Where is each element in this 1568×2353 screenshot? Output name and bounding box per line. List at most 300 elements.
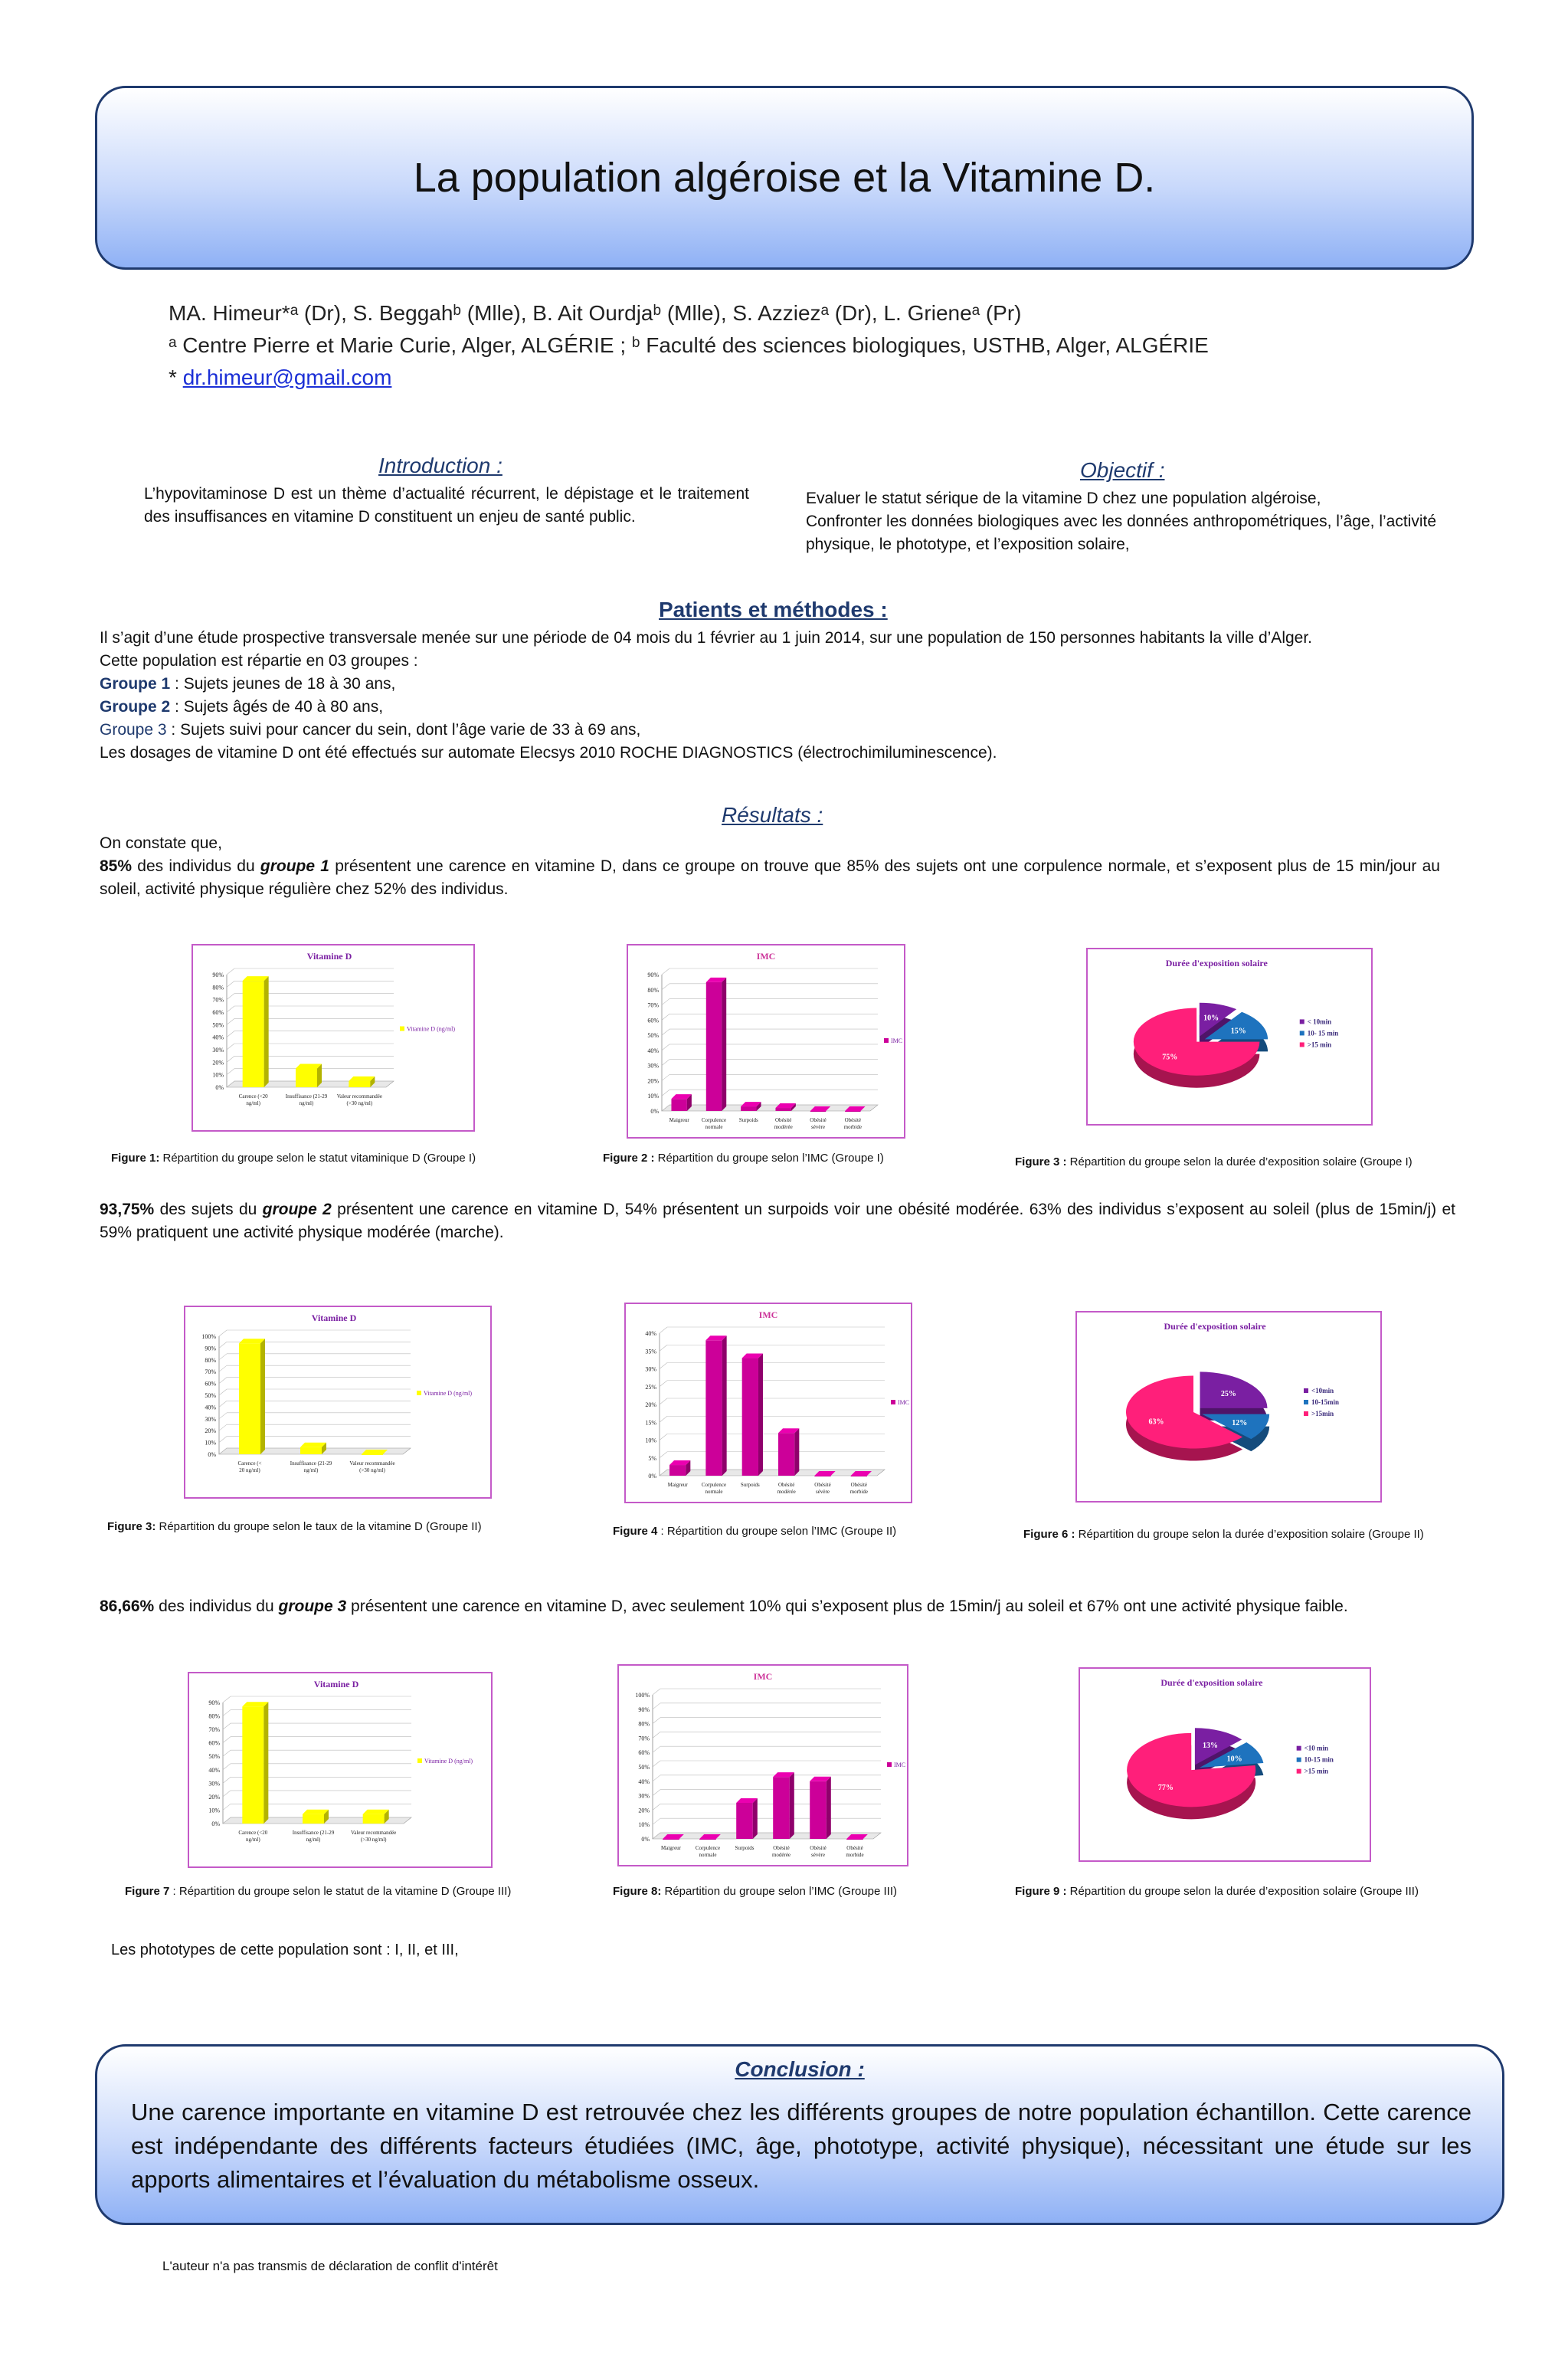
y-tick-label: 5%	[648, 1454, 656, 1462]
gridline-diag	[223, 1777, 231, 1783]
results-intro: On constate que,	[100, 834, 222, 852]
caption-figure-4	[107, 1520, 482, 1533]
gridline-diag	[227, 981, 234, 987]
results-g1-paragraph	[100, 855, 1440, 901]
y-tick-label: 80%	[212, 984, 224, 991]
y-tick-label: 50%	[205, 1392, 216, 1399]
pie-slice-label: 10%	[1203, 1014, 1219, 1023]
y-tick-label: 0%	[648, 1473, 656, 1480]
methods-heading: Patients et méthodes :	[659, 598, 888, 621]
gridline-diag	[227, 1006, 234, 1012]
legend-swatch	[417, 1391, 421, 1395]
objectif-text	[806, 487, 1457, 556]
y-tick-label: 30%	[205, 1415, 216, 1423]
y-tick-label: 60%	[638, 1749, 650, 1757]
legend-swatch	[884, 1038, 889, 1043]
y-tick-label: 90%	[638, 1706, 650, 1713]
y-tick-label: 20%	[645, 1401, 656, 1408]
caption-3-text: Répartition du groupe selon la durée d’exposition solaire (Groupe I)	[1066, 1155, 1413, 1168]
caption-figure-1	[111, 1152, 476, 1165]
gridline-diag	[223, 1696, 231, 1702]
bar	[300, 1447, 322, 1454]
bar	[775, 1108, 791, 1111]
gridline-diag	[662, 1060, 669, 1066]
y-tick-label: 40%	[638, 1778, 650, 1785]
caption-figure-9	[1015, 1885, 1419, 1898]
g3-percent: 86,66%	[100, 1598, 155, 1615]
legend-swatch	[1304, 1411, 1308, 1416]
chart-vitamin-d-group1	[191, 944, 475, 1132]
gridline-diag	[660, 1452, 667, 1458]
gridline-diag	[662, 1029, 669, 1035]
gridline-diag	[219, 1437, 227, 1443]
gridline-diag	[227, 1069, 234, 1075]
email-link[interactable]: dr.himeur@gmail.com	[182, 365, 392, 389]
bar	[363, 1814, 385, 1824]
x-tick-label: Obésité	[846, 1845, 863, 1851]
y-tick-label: 90%	[212, 972, 224, 978]
bar	[243, 981, 264, 1087]
group-2-text: : Sujets âgés de 40 à 80 ans,	[170, 698, 384, 716]
caption-7-label: Figure 7	[125, 1885, 170, 1898]
y-tick-label: 40%	[205, 1404, 216, 1411]
y-tick-label: 0%	[650, 1108, 659, 1115]
y-tick-label: 20%	[647, 1077, 659, 1085]
y-tick-label: 80%	[205, 1356, 216, 1364]
legend-swatch	[1304, 1400, 1308, 1404]
group-2-label: Groupe 2	[100, 698, 171, 716]
bar-top	[296, 1064, 322, 1069]
gridline-diag	[653, 1718, 660, 1724]
gridline-diag	[223, 1750, 231, 1756]
poster-title: La population algéroise et la Vitamine D.	[413, 155, 1156, 201]
x-tick-label: Obésité	[814, 1482, 831, 1488]
caption-figure-2	[603, 1152, 884, 1165]
y-tick-label: 35%	[645, 1348, 656, 1355]
x-tick-label: normale	[699, 1852, 717, 1858]
pie-slice-label: 12%	[1232, 1419, 1248, 1428]
title-box	[95, 86, 1474, 270]
y-tick-label: 10%	[645, 1437, 656, 1444]
chart-imc-group2	[624, 1303, 912, 1503]
caption-5-label: Figure 4	[613, 1525, 658, 1538]
y-tick-label: 70%	[647, 1001, 659, 1009]
pie-slice-label: 13%	[1202, 1741, 1218, 1750]
bar	[349, 1081, 370, 1087]
x-tick-label: 20 ng/ml)	[239, 1467, 260, 1473]
gridline-diag	[653, 1818, 660, 1824]
g2-mid: des sujets du	[154, 1201, 263, 1218]
legend-label: 10-15 min	[1304, 1755, 1334, 1764]
x-tick-label: Corpulence	[701, 1482, 727, 1488]
bar	[663, 1839, 679, 1840]
legend-label: IMC	[898, 1399, 910, 1406]
y-tick-label: 90%	[205, 1345, 216, 1352]
gridline-diag	[227, 994, 234, 1000]
chart-floor	[662, 1105, 878, 1111]
bar	[242, 1706, 264, 1824]
legend-swatch	[891, 1400, 895, 1404]
gridline-diag	[653, 1746, 660, 1752]
x-tick-label: Corpulence	[695, 1845, 721, 1851]
y-tick-label: 80%	[208, 1712, 220, 1720]
objectif-line-2: Confronter les données biologiques avec les données anthropométriques, l’âge, l’activité physique, le phototype, et l’exposition solaire,	[806, 513, 1437, 553]
x-tick-label: modérée	[777, 1489, 796, 1495]
g2-group: groupe 2	[262, 1201, 332, 1218]
methods-group-2	[100, 696, 1478, 719]
gridline-diag	[660, 1434, 667, 1440]
caption-9-label: Figure 9 :	[1015, 1885, 1067, 1898]
bar	[239, 1343, 260, 1454]
y-tick-label: 60%	[205, 1380, 216, 1388]
chart-title: Durée d'exposition solaire	[1165, 958, 1268, 968]
bar	[846, 1839, 863, 1840]
legend-swatch	[1297, 1758, 1301, 1762]
gridline-diag	[223, 1710, 231, 1716]
x-tick-label: (>30 ng/ml)	[359, 1467, 385, 1473]
caption-6-text: Répartition du groupe selon la durée d’exposition solaire (Groupe II)	[1075, 1528, 1424, 1541]
gridline-diag	[227, 968, 234, 975]
caption-1-label: Figure 1:	[111, 1152, 160, 1165]
gridline-diag	[660, 1345, 667, 1351]
legend-swatch	[887, 1762, 892, 1767]
legend-swatch	[1300, 1019, 1304, 1024]
gridline-diag	[219, 1424, 227, 1430]
x-tick-label: Surpoids	[735, 1845, 755, 1851]
caption-7-text: : Répartition du groupe selon le statut de la vitamine D (Groupe III)	[169, 1885, 512, 1898]
chart-floor	[660, 1470, 885, 1476]
bar-top	[362, 1450, 388, 1454]
g1-group: groupe 1	[260, 857, 329, 875]
bar-side	[264, 1702, 268, 1824]
y-tick-label: 90%	[647, 972, 659, 978]
caption-4-label: Figure 3:	[107, 1520, 156, 1533]
bar-side	[758, 1354, 763, 1476]
gridline-diag	[653, 1790, 660, 1796]
y-tick-label: 10%	[205, 1439, 216, 1447]
bar-side	[753, 1798, 758, 1839]
gridline-diag	[219, 1401, 227, 1407]
gridline-diag	[223, 1737, 231, 1743]
bar	[706, 982, 722, 1111]
gridline-diag	[653, 1775, 660, 1781]
gridline-diag	[653, 1689, 660, 1695]
intro-heading: Introduction :	[378, 454, 502, 477]
gridline-diag	[223, 1764, 231, 1770]
y-tick-label: 60%	[212, 1009, 224, 1016]
legend-label: Vitamine D (ng/ml)	[424, 1758, 473, 1765]
results-g3-paragraph	[100, 1595, 1455, 1618]
chart-vitamin-d-group3	[188, 1672, 493, 1868]
legend-swatch	[1304, 1388, 1308, 1393]
bar	[736, 1803, 753, 1839]
legend-label: < 10min	[1307, 1018, 1332, 1026]
results-group1-text	[100, 832, 1440, 901]
gridline-diag	[662, 1014, 669, 1020]
bar-side	[264, 976, 269, 1087]
x-tick-label: Maigreur	[669, 1117, 689, 1123]
x-tick-label: Surpoids	[740, 1482, 760, 1488]
g1-rest: présentent une carence en vitamine D, dans ce groupe on trouve que 85% des sujets ont une corpulence normale, et s’exposent plus de 15 min/jour au soleil, activité physique régulière chez 52% des individus.	[100, 857, 1440, 898]
g2-percent: 93,75%	[100, 1201, 155, 1218]
gridline-diag	[662, 1074, 669, 1080]
gridline-diag	[660, 1381, 667, 1387]
group-3-text: : Sujets suivi pour cancer du sein, dont l’âge varie de 33 à 69 ans,	[166, 721, 641, 739]
y-tick-label: 40%	[208, 1766, 220, 1774]
gridline-diag	[653, 1732, 660, 1738]
gridline-diag	[227, 1044, 234, 1050]
x-tick-label: normale	[705, 1489, 723, 1495]
bar-side	[790, 1772, 794, 1839]
results-heading: Résultats :	[722, 803, 823, 827]
legend-label: IMC	[894, 1761, 906, 1768]
y-tick-label: 100%	[201, 1333, 216, 1340]
chart-title: IMC	[756, 951, 776, 962]
x-tick-label: Obésité	[844, 1117, 862, 1123]
intro-text: L’hypovitaminose D est un thème d’actualité récurrent, le dépistage et le traitement des insuffisances en vitamine D constituent un enjeu de santé public.	[144, 485, 749, 526]
methods-group-3	[100, 719, 1478, 742]
bar	[303, 1814, 324, 1824]
y-tick-label: 50%	[638, 1764, 650, 1771]
bar	[810, 1781, 827, 1839]
legend-label: <10 min	[1304, 1744, 1329, 1752]
x-tick-label: Obésité	[773, 1845, 790, 1851]
bar	[669, 1465, 686, 1476]
gridline-diag	[662, 999, 669, 1005]
x-tick-label: (>30 ng/ml)	[346, 1100, 373, 1106]
bar-side	[260, 1339, 265, 1454]
x-tick-label: Carence (<20	[238, 1830, 268, 1836]
y-tick-label: 90%	[208, 1699, 220, 1706]
bar	[671, 1099, 686, 1111]
gridline-diag	[219, 1365, 227, 1371]
gridline-diag	[660, 1416, 667, 1422]
y-tick-label: 50%	[212, 1021, 224, 1029]
bar	[705, 1340, 722, 1476]
y-tick-label: 100%	[635, 1692, 650, 1699]
bar	[362, 1454, 383, 1455]
y-tick-label: 40%	[647, 1047, 659, 1054]
y-tick-label: 30%	[208, 1780, 220, 1788]
chart-title: Vitamine D	[311, 1313, 357, 1323]
legend-label: Vitamine D (ng/ml)	[407, 1025, 456, 1033]
y-tick-label: 20%	[205, 1427, 216, 1435]
x-tick-label: normale	[705, 1124, 723, 1130]
x-tick-label: Obésité	[810, 1845, 827, 1851]
gridline-diag	[219, 1413, 227, 1419]
x-tick-label: ng/ml)	[246, 1100, 261, 1106]
gridline-diag	[653, 1703, 660, 1709]
caption-2-text: Répartition du groupe selon l’IMC (Groupe I)	[654, 1152, 884, 1165]
gridline-diag	[662, 968, 669, 975]
chart-title: Vitamine D	[313, 1679, 359, 1689]
y-tick-label: 30%	[638, 1792, 650, 1800]
y-tick-label: 25%	[645, 1383, 656, 1391]
chart-exposure-group3	[1079, 1667, 1371, 1862]
x-tick-label: modérée	[774, 1124, 793, 1130]
bar	[845, 1111, 860, 1112]
chart-exposure-group2	[1075, 1311, 1382, 1503]
y-tick-label: 15%	[645, 1419, 656, 1427]
y-tick-label: 70%	[638, 1735, 650, 1742]
y-tick-label: 10%	[208, 1807, 220, 1814]
gridline-diag	[219, 1378, 227, 1384]
pie-slice-label: 63%	[1148, 1417, 1164, 1427]
pie-slice-label: 75%	[1162, 1053, 1178, 1062]
author-list: MA. Himeur*ᵃ (Dr), S. Beggahᵇ (Mlle), B. Ait Ourdjaᵇ (Mlle), S. Azziezᵃ (Dr), L. Grieneᵃ (Pr)	[169, 301, 1022, 325]
x-tick-label: Obésité	[774, 1117, 792, 1123]
methods-line-1: Il s’agit d’une étude prospective transversale menée sur une période de 04 mois du 1 février au 1 juin 2014, sur une population de 150 personnes habitants la ville d’Alger.	[100, 629, 1313, 647]
legend-label: Vitamine D (ng/ml)	[424, 1390, 473, 1397]
gridline-diag	[223, 1723, 231, 1729]
x-tick-label: sévère	[816, 1489, 830, 1495]
caption-6-label: Figure 6 :	[1023, 1528, 1075, 1541]
y-tick-label: 0%	[641, 1836, 650, 1843]
x-tick-label: Obésité	[777, 1482, 795, 1488]
legend-swatch	[1300, 1031, 1304, 1035]
legend-label: IMC	[891, 1037, 903, 1044]
y-tick-label: 60%	[208, 1739, 220, 1747]
pie-slice-label: 77%	[1157, 1783, 1174, 1792]
chart-exposure-group1	[1086, 948, 1373, 1126]
caption-8-text: Répartition du groupe selon l’IMC (Groupe III)	[661, 1885, 897, 1898]
gridline-diag	[227, 1056, 234, 1062]
bar-top	[300, 1443, 326, 1447]
y-tick-label: 40%	[212, 1034, 224, 1041]
pie-slice-label: 10%	[1226, 1755, 1242, 1764]
methods-text	[100, 627, 1478, 765]
x-tick-label: Surpoids	[738, 1117, 758, 1123]
contact-star: *	[169, 365, 183, 389]
bar	[810, 1111, 826, 1112]
bar	[699, 1839, 716, 1840]
y-tick-label: 40%	[645, 1330, 656, 1337]
caption-figure-5	[613, 1525, 896, 1538]
y-tick-label: 0%	[215, 1084, 224, 1091]
x-tick-label: Obésité	[850, 1482, 868, 1488]
y-tick-label: 30%	[647, 1062, 659, 1070]
x-tick-label: Insuffisance (21-29	[290, 1460, 332, 1467]
y-tick-label: 20%	[638, 1807, 650, 1814]
group-1-text: : Sujets jeunes de 18 à 30 ans,	[170, 675, 396, 693]
gridline-diag	[219, 1354, 227, 1360]
x-tick-label: Insuffisance (21-29	[292, 1830, 335, 1836]
bar-top	[243, 976, 269, 981]
bar-side	[722, 978, 726, 1111]
caption-1-text: Répartition du groupe selon le statut vitaminique D (Groupe I)	[159, 1152, 476, 1165]
gridline-diag	[219, 1389, 227, 1395]
y-tick-label: 10%	[212, 1071, 224, 1079]
x-tick-label: Obésité	[810, 1117, 827, 1123]
gridline-diag	[653, 1761, 660, 1767]
bar-side	[827, 1777, 831, 1839]
conclusion-box	[95, 2044, 1504, 2225]
pie-slice-label: 15%	[1230, 1027, 1246, 1036]
legend-label: 10- 15 min	[1307, 1029, 1339, 1037]
y-tick-label: 60%	[647, 1017, 659, 1024]
y-tick-label: 30%	[212, 1047, 224, 1054]
gridline-diag	[219, 1330, 227, 1336]
g1-mid: des individus du	[132, 857, 260, 875]
y-tick-label: 0%	[211, 1820, 220, 1827]
y-tick-label: 50%	[208, 1753, 220, 1761]
y-tick-label: 10%	[647, 1093, 659, 1100]
x-tick-label: Maigreur	[660, 1845, 682, 1851]
y-tick-label: 20%	[208, 1793, 220, 1801]
caption-figure-7	[125, 1885, 511, 1898]
g2-rest: présentent une carence en vitamine D, 54% présentent un surpoids voir une obésité modérée. 63% des individus s’exposent au soleil (plus de 15min/j) et 59% pratiquent une activité physique modérée (marche).	[100, 1201, 1455, 1241]
conclusion-heading: Conclusion :	[735, 2057, 865, 2081]
chart-floor	[653, 1833, 881, 1839]
legend-swatch	[417, 1758, 422, 1763]
legend-label: >15min	[1311, 1410, 1334, 1417]
caption-9-text: Répartition du groupe selon la durée d’exposition solaire (Groupe III)	[1066, 1885, 1419, 1898]
x-tick-label: ng/ml)	[306, 1837, 321, 1843]
pie-slice	[1127, 1733, 1255, 1807]
g3-mid: des individus du	[154, 1598, 279, 1615]
bar	[741, 1106, 756, 1111]
x-tick-label: ng/ml)	[245, 1837, 260, 1843]
y-tick-label: 70%	[212, 996, 224, 1004]
conclusion-text: Une carence importante en vitamine D est retrouvée chez les différents groupes de notre population échantillon. Cette carence est indépendante des différents facteurs étudiées (IMC, âge, phototype, activité physique), nécessitant une étude sur les apports alimentaires et l’évaluation du métabolisme osseux.	[131, 2099, 1471, 2193]
x-tick-label: Corpulence	[701, 1117, 727, 1123]
x-tick-label: Valeur recommandée	[349, 1460, 395, 1467]
phototypes-text: Les phototypes de cette population sont : I, II, et III,	[111, 1942, 459, 1958]
chart-title: IMC	[758, 1309, 778, 1320]
gridline-diag	[227, 1018, 234, 1024]
gridline-diag	[223, 1791, 231, 1797]
chart-title: Durée d'exposition solaire	[1160, 1677, 1263, 1688]
y-tick-label: 10%	[638, 1821, 650, 1829]
gridline-diag	[662, 984, 669, 990]
gridline-diag	[660, 1363, 667, 1369]
x-tick-label: sévère	[811, 1124, 825, 1130]
y-tick-label: 20%	[212, 1059, 224, 1067]
legend-label: >15 min	[1307, 1040, 1332, 1049]
caption-5-text: : Répartition du groupe selon l’IMC (Groupe II)	[657, 1525, 897, 1538]
y-tick-label: 70%	[208, 1726, 220, 1734]
objectif-heading: Objectif :	[1080, 458, 1165, 482]
chart-title: Vitamine D	[306, 951, 352, 962]
legend-label: 10-15min	[1311, 1398, 1339, 1406]
x-tick-label: modérée	[771, 1852, 791, 1858]
x-tick-label: sévère	[811, 1852, 825, 1858]
caption-figure-8	[613, 1885, 897, 1898]
y-tick-label: 50%	[647, 1032, 659, 1040]
methods-line-2: Cette population est répartie en 03 groupes :	[100, 652, 418, 670]
gridline-diag	[660, 1327, 667, 1333]
x-tick-label: (>30 ng/ml)	[360, 1837, 387, 1843]
bar	[742, 1358, 758, 1476]
x-tick-label: morbide	[849, 1489, 868, 1495]
chart-title: IMC	[753, 1671, 773, 1682]
g3-group: groupe 3	[278, 1598, 347, 1615]
caption-8-label: Figure 8:	[613, 1885, 662, 1898]
methods-group-1	[100, 673, 1478, 696]
contact-line	[169, 362, 1209, 394]
conflict-statement: L'auteur n'a pas transmis de déclaration de conflit d'intérêt	[162, 2259, 498, 2273]
x-tick-label: Valeur recommandée	[336, 1093, 382, 1099]
x-tick-label: Insuffisance (21-29	[285, 1093, 328, 1099]
x-tick-label: ng/ml)	[299, 1100, 314, 1106]
x-tick-label: Maigreur	[667, 1482, 688, 1488]
x-tick-label: Carence (<20	[238, 1093, 268, 1099]
chart-imc-group3	[617, 1664, 908, 1866]
caption-figure-3	[1015, 1155, 1413, 1168]
bar	[773, 1777, 790, 1839]
authors-block	[169, 297, 1209, 394]
pie-slice-label: 25%	[1220, 1389, 1236, 1398]
